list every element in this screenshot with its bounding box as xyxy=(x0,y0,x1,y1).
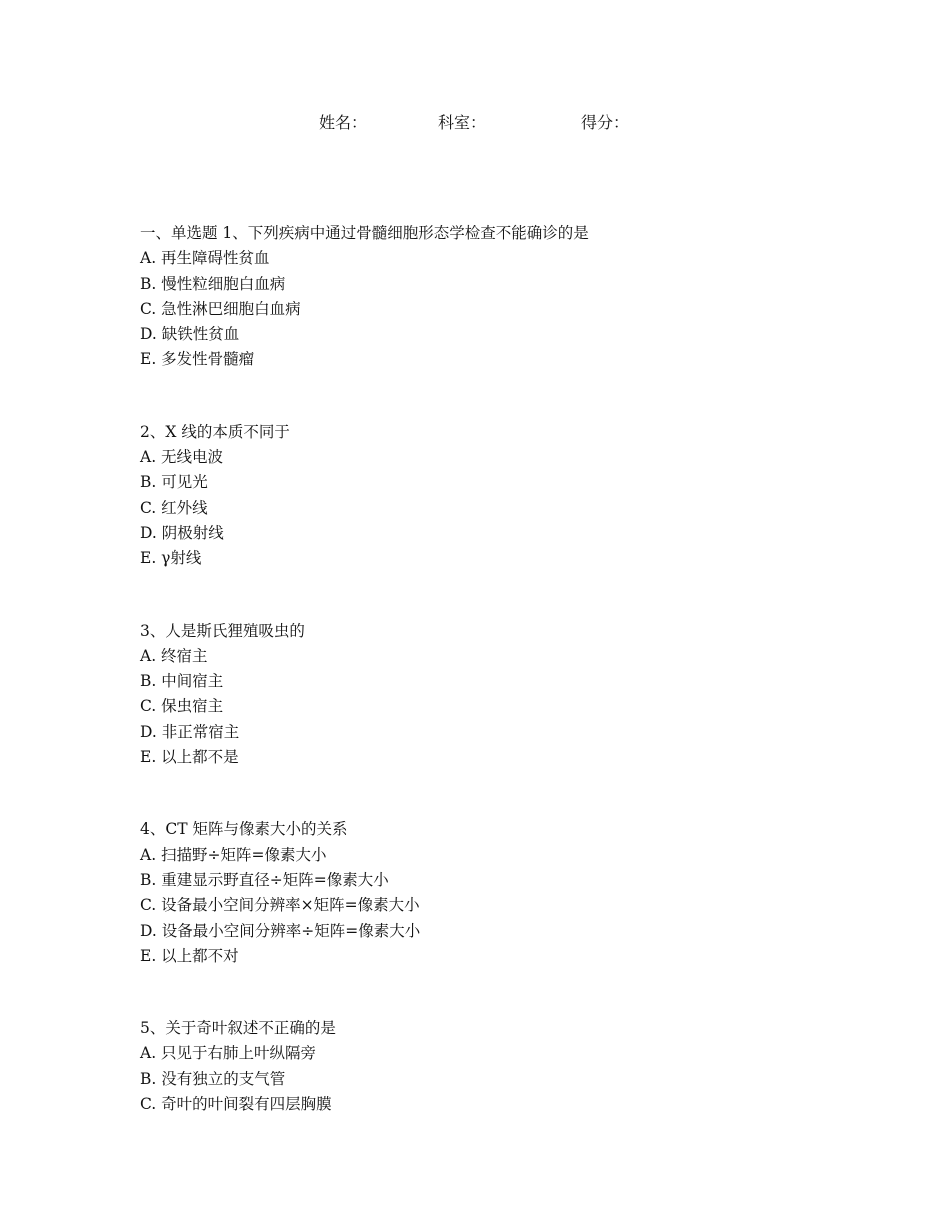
score-label: 得分： xyxy=(581,113,630,132)
option-d: D. 非正常宿主 xyxy=(140,722,240,741)
option-b: B. 重建显示野直径÷矩阵=像素大小 xyxy=(140,870,389,889)
question-5 xyxy=(140,1016,840,1117)
question-stem: 3、人是斯氏狸殖吸虫的 xyxy=(140,621,305,640)
option-a: A. 再生障碍性贫血 xyxy=(140,249,270,268)
question-stem: 一、单选题 1、下列疾病中通过骨髓细胞形态学检查不能确诊的是 xyxy=(140,224,589,242)
question-stem: 5、关于奇叶叙述不正确的是 xyxy=(140,1019,336,1038)
question-3 xyxy=(140,619,840,771)
option-c: C. 红外线 xyxy=(140,498,208,517)
question-list xyxy=(140,221,840,1117)
department-label: 科室： xyxy=(438,113,487,132)
option-d: D. 阴极射线 xyxy=(140,523,224,542)
option-d: D. 设备最小空间分辨率÷矩阵=像素大小 xyxy=(140,921,421,940)
option-c: C. 设备最小空间分辨率×矩阵=像素大小 xyxy=(140,896,420,915)
option-c: C. 急性淋巴细胞白血病 xyxy=(140,299,301,318)
option-b: B. 可见光 xyxy=(140,473,208,492)
option-e: E. γ射线 xyxy=(140,549,202,568)
question-1 xyxy=(140,221,840,373)
option-e: E. 以上都不是 xyxy=(140,748,239,767)
name-label: 姓名： xyxy=(319,113,368,132)
option-c: C. 保虫宿主 xyxy=(140,697,224,716)
question-2 xyxy=(140,420,840,572)
option-a: A. 扫描野÷矩阵=像素大小 xyxy=(140,845,327,864)
option-e: E. 以上都不对 xyxy=(140,946,239,965)
option-a: A. 无线电波 xyxy=(140,448,224,467)
option-b: B. 慢性粒细胞白血病 xyxy=(140,274,286,293)
option-b: B. 中间宿主 xyxy=(140,672,224,691)
option-a: A. 终宿主 xyxy=(140,646,208,665)
option-c: C. 奇叶的叶间裂有四层胸膜 xyxy=(140,1095,332,1114)
question-4 xyxy=(140,817,840,969)
option-e: E. 多发性骨髓瘤 xyxy=(140,350,255,369)
option-d: D. 缺铁性贫血 xyxy=(140,325,240,344)
question-stem: 4、CT 矩阵与像素大小的关系 xyxy=(140,820,348,839)
option-a: A. 只见于右肺上叶纵隔旁 xyxy=(140,1044,317,1063)
question-stem: 2、X 线的本质不同于 xyxy=(140,422,290,441)
option-b: B. 没有独立的支气管 xyxy=(140,1069,286,1088)
